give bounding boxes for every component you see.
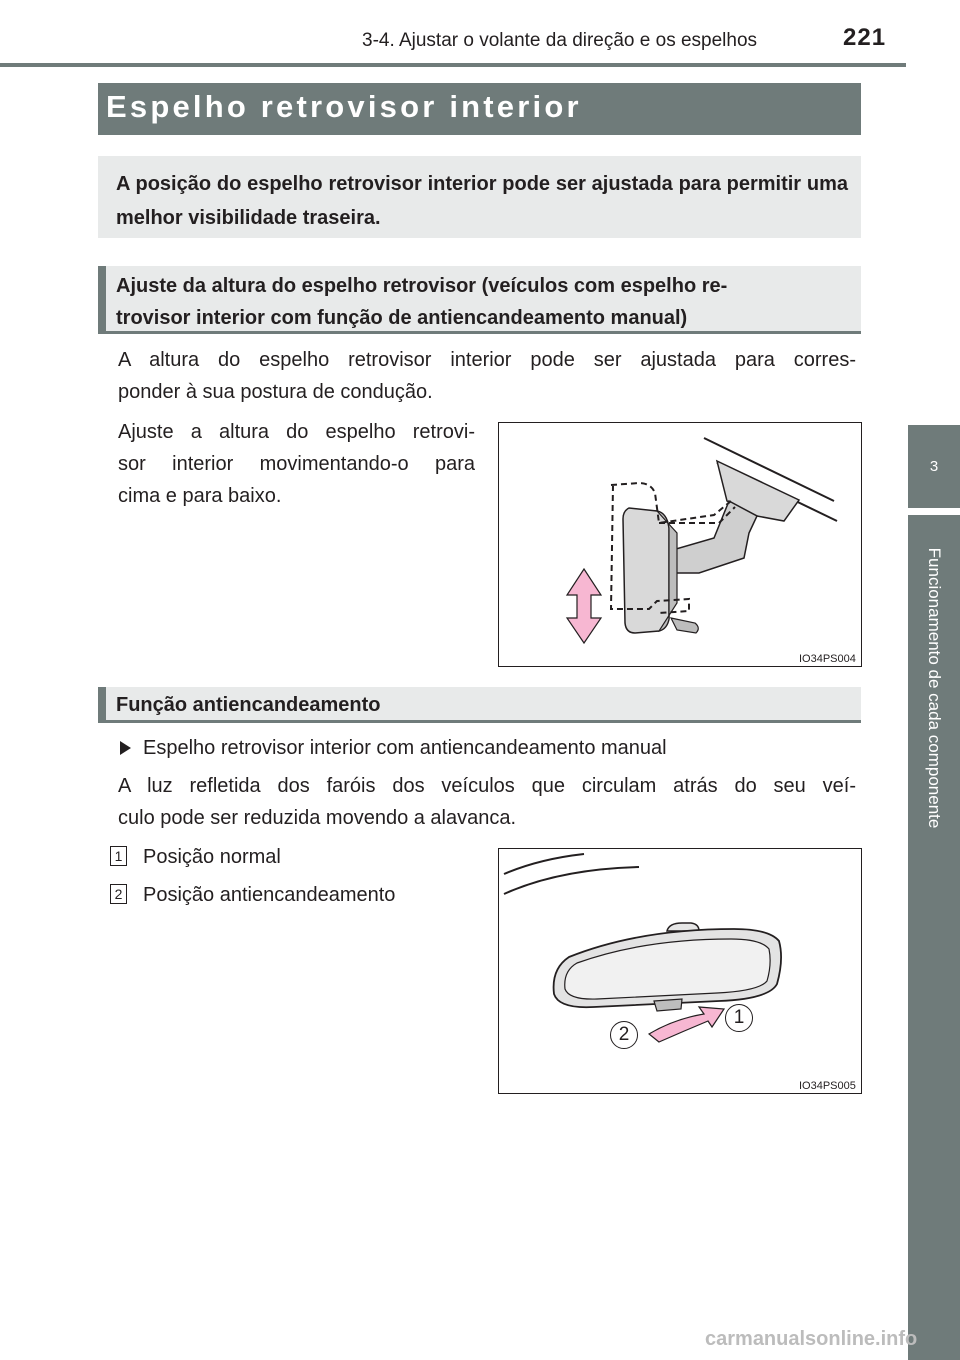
section-heading-line: trovisor interior com função de antiencandeamento manual) xyxy=(116,307,688,329)
body-text-line: A altura do espelho retrovisor interior pode ser ajustada para corres- xyxy=(118,349,856,371)
mirror-height-illustration xyxy=(499,423,861,666)
section-heading-line: Ajuste da altura do espelho retrovisor (veículos com espelho re- xyxy=(116,275,728,297)
header-rule xyxy=(0,63,906,67)
item-label: Posição normal xyxy=(143,846,281,868)
item-number: 2 xyxy=(110,884,127,904)
body-text-line: sor interior movimentando-o para xyxy=(118,453,475,475)
body-text-line: Ajuste a altura do espelho retrovi- xyxy=(118,421,475,443)
running-header: 3-4. Ajustar o volante da direção e os espelhos xyxy=(362,30,758,51)
page-title: Espelho retrovisor interior xyxy=(106,89,582,124)
body-text-line: cima e para baixo. xyxy=(118,485,282,507)
figure-code: IO34PS005 xyxy=(799,1080,856,1092)
section-heading: Função antiencandeamento xyxy=(116,694,381,716)
mirror-height-figure xyxy=(498,422,862,667)
intro-text: A posição do espelho retrovisor interior pode ser ajustada para permitir uma melhor visibilidade traseira. xyxy=(116,173,848,229)
bullet-triangle-icon xyxy=(120,741,131,755)
item-number: 1 xyxy=(110,846,127,866)
item-label: Posição antiencandeamento xyxy=(143,884,396,906)
antiglare-figure xyxy=(498,848,862,1094)
body-text-line: culo pode ser reduzida movendo a alavanca. xyxy=(118,807,517,829)
chapter-tab-number: 3 xyxy=(908,425,960,508)
body-text-line: ponder à sua postura de condução. xyxy=(118,381,433,403)
antiglare-mirror-illustration xyxy=(499,849,861,1093)
page-number: 221 xyxy=(843,24,887,51)
callout-2: 2 xyxy=(610,1021,638,1049)
chapter-tab-label: Funcionamento de cada componente xyxy=(925,547,944,829)
watermark: carmanualsonline.info xyxy=(705,1328,918,1350)
figure-code: IO34PS004 xyxy=(799,653,856,665)
callout-1: 1 xyxy=(725,1004,753,1032)
body-text-line: A luz refletida dos faróis dos veículos que circulam atrás do seu veí- xyxy=(118,775,856,797)
bullet-text: Espelho retrovisor interior com antiencandeamento manual xyxy=(143,737,667,759)
